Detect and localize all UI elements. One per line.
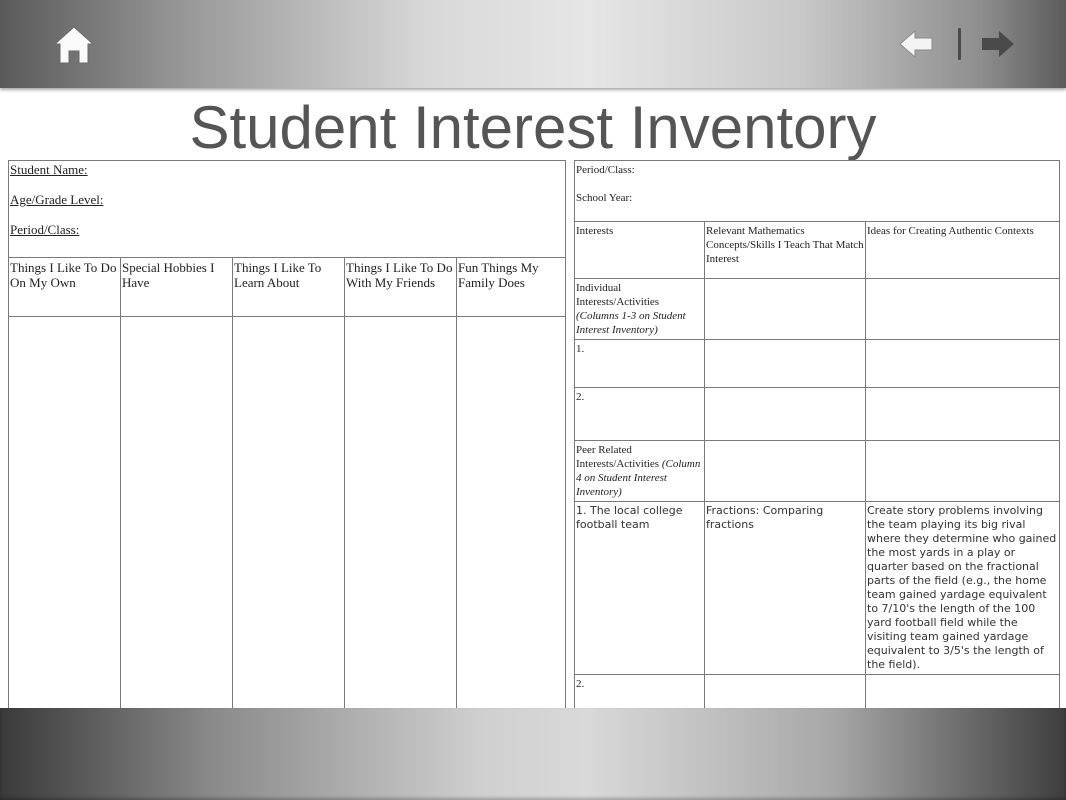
blank-cell [233,317,345,710]
column-header: Special Hobbies I Have [121,258,233,317]
section-label-cell [575,441,705,502]
section-label: Peer Related Interests/Activities [576,444,660,470]
blank-cell [345,317,457,710]
period-class-label: Period/Class: [10,222,80,237]
blank-cell [121,317,233,710]
age-grade-label: Age/Grade Level: [10,192,104,207]
column-header: Things I Like To Do With My Friends [345,258,457,317]
nav-divider [958,28,961,60]
column-header: Things I Like To Do On My Own [9,258,121,317]
blank-cell [705,340,866,388]
teacher-planning-form [574,160,1060,728]
blank-cell [457,317,566,710]
blank-cell [866,279,1060,340]
period-class-label: Period/Class: [576,164,635,176]
blank-cell [9,317,121,710]
column-header: Fun Things My Family Does [457,258,566,317]
column-header: Ideas for Creating Authentic Contexts [866,222,1060,279]
slide-title: Student Interest Inventory [189,94,877,161]
student-inventory-form [8,160,566,710]
section-note: (Columns 1-3 on Student Interest Inventory) [576,310,686,336]
column-header: Interests [575,222,705,279]
blank-cell [705,441,866,502]
school-year-label: School Year: [576,192,633,204]
home-icon[interactable] [52,24,96,66]
student-info-cell [9,161,566,258]
section-label: Individual Interests/Activities [576,282,660,308]
column-header: Things I Like To Learn About [233,258,345,317]
arrow-left-icon[interactable] [898,28,934,60]
blank-cell [866,388,1060,441]
math-concept-example: Fractions: Comparing fractions [705,502,866,675]
student-name-label: Student Name: [10,162,88,177]
row-number: 2. [575,675,705,728]
section-note: (Column 4 on Student Interest Inventory) [576,458,701,498]
row-number: 1. [575,340,705,388]
column-header: Relevant Mathematics Concepts/Skills I Teach That Match Interest [705,222,866,279]
arrow-right-icon[interactable] [980,28,1016,60]
top-toolbar [0,0,1066,88]
authentic-context-example: Create story problems involving the team playing its big rival where they determine who gained the most yards in a play or quarter based on the fractional parts of the field (e.g., the home team gained yardage equivalent to 7/10's the length of the 100 yard football field while the visiting team gained yardage equivalent to 3/5's the length of the field). [866,502,1060,675]
blank-cell [866,340,1060,388]
blank-cell [866,441,1060,502]
section-label-cell [575,279,705,340]
blank-cell [705,388,866,441]
row-number: 2. [575,388,705,441]
meta-cell [575,161,1060,222]
bottom-bar [0,708,1066,800]
blank-cell [705,279,866,340]
peer-interest-example: 1. The local college football team [575,502,705,675]
